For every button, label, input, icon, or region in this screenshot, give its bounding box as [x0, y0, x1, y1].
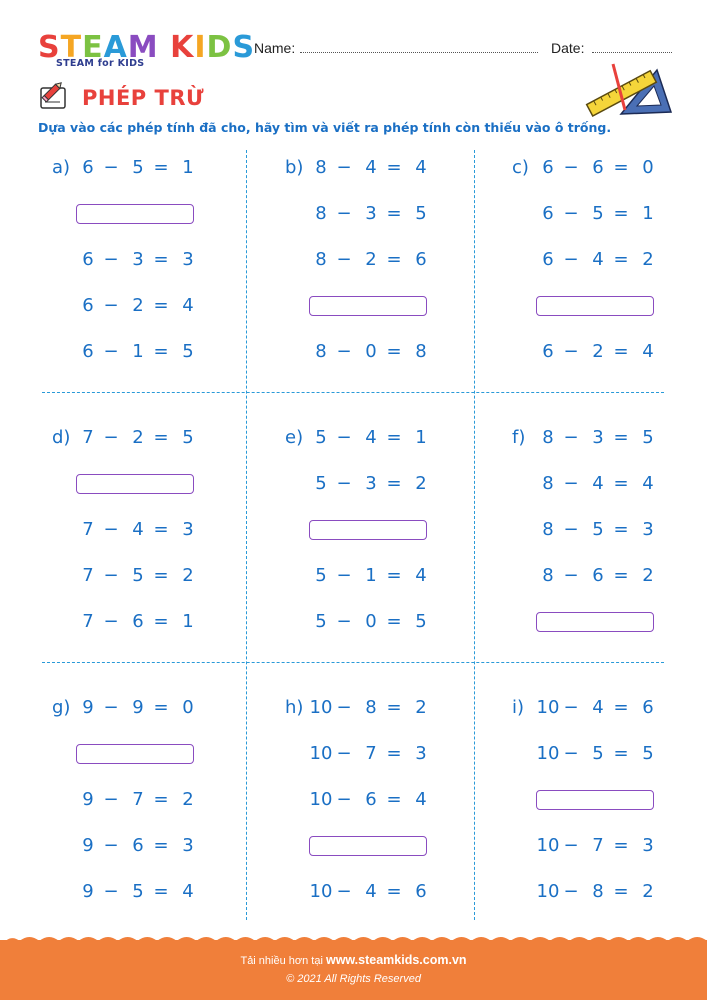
minuend: 7 [82, 427, 94, 448]
problem-label: f) [512, 427, 526, 448]
subtrahend: 1 [132, 341, 144, 362]
equation-row [309, 472, 439, 496]
difference: 4 [182, 295, 194, 316]
difference: 5 [415, 203, 427, 224]
difference: 4 [642, 341, 654, 362]
instruction-text: Dựa vào các phép tính đã cho, hãy tìm và viết ra phép tính còn thiếu vào ô trống. [38, 120, 612, 135]
minuend: 10 [309, 881, 333, 902]
subtrahend: 4 [365, 881, 377, 902]
pencil-paper-icon [38, 80, 70, 112]
subtrahend: 4 [132, 519, 144, 540]
equation-row [76, 610, 206, 634]
minus-sign: − [336, 565, 352, 586]
difference: 8 [415, 341, 427, 362]
ruler-triangle-icon [583, 62, 675, 118]
difference: 2 [182, 789, 194, 810]
equation-row [309, 156, 439, 180]
subtrahend: 4 [365, 157, 377, 178]
minus-sign: − [103, 157, 119, 178]
problem-label: e) [285, 427, 304, 448]
equation-row [536, 340, 666, 364]
minuend: 10 [536, 697, 560, 718]
minus-sign: − [336, 427, 352, 448]
equals-sign: = [386, 611, 402, 632]
equation-row [76, 696, 206, 720]
name-field[interactable] [300, 52, 538, 53]
problem-label: d) [52, 427, 71, 448]
difference: 6 [642, 697, 654, 718]
minus-sign: − [563, 473, 579, 494]
equation-row [536, 742, 666, 766]
subtrahend: 5 [592, 743, 604, 764]
equals-sign: = [386, 249, 402, 270]
equals-sign: = [613, 835, 629, 856]
minus-sign: − [103, 789, 119, 810]
minus-sign: − [563, 427, 579, 448]
difference: 2 [182, 565, 194, 586]
page-title: PHÉP TRỪ [82, 86, 205, 110]
equation-row [309, 696, 439, 720]
minus-sign: − [103, 565, 119, 586]
answer-box[interactable] [536, 612, 654, 632]
minus-sign: − [103, 427, 119, 448]
minus-sign: − [336, 697, 352, 718]
minus-sign: − [563, 203, 579, 224]
problem-label: i) [512, 697, 525, 718]
minuend: 10 [536, 743, 560, 764]
subtrahend: 3 [365, 473, 377, 494]
minus-sign: − [336, 611, 352, 632]
difference: 1 [182, 157, 194, 178]
minuend: 9 [82, 697, 94, 718]
footer-bar [0, 940, 707, 1000]
subtrahend: 3 [132, 249, 144, 270]
minuend: 9 [82, 835, 94, 856]
equation-row [76, 518, 206, 542]
minuend: 8 [542, 473, 554, 494]
problem-label: b) [285, 157, 304, 178]
subtrahend: 5 [132, 565, 144, 586]
difference: 2 [642, 565, 654, 586]
logo-text: STEAM KIDS [38, 30, 256, 65]
equation-row [76, 880, 206, 904]
minus-sign: − [563, 565, 579, 586]
subtrahend: 5 [592, 203, 604, 224]
subtrahend: 7 [592, 835, 604, 856]
minuend: 9 [82, 881, 94, 902]
difference: 5 [642, 743, 654, 764]
name-label: Name: [254, 40, 296, 56]
subtrahend: 9 [132, 697, 144, 718]
difference: 0 [642, 157, 654, 178]
equation-row [76, 834, 206, 858]
minuend: 10 [309, 697, 333, 718]
difference: 3 [182, 835, 194, 856]
minuend: 7 [82, 519, 94, 540]
equation-row [536, 518, 666, 542]
difference: 5 [182, 427, 194, 448]
minus-sign: − [563, 519, 579, 540]
minus-sign: − [103, 835, 119, 856]
minuend: 6 [82, 341, 94, 362]
equation-row [309, 788, 439, 812]
answer-box[interactable] [536, 296, 654, 316]
answer-box[interactable] [309, 296, 427, 316]
minuend: 9 [82, 789, 94, 810]
minus-sign: − [103, 611, 119, 632]
minus-sign: − [336, 881, 352, 902]
equals-sign: = [153, 519, 169, 540]
equation-row [536, 834, 666, 858]
row-divider-2 [42, 662, 664, 663]
difference: 1 [182, 611, 194, 632]
equation-row [76, 426, 206, 450]
date-field[interactable] [592, 52, 672, 53]
row-divider-1 [42, 392, 664, 393]
equation-row [536, 426, 666, 450]
subtrahend: 4 [592, 473, 604, 494]
difference: 0 [182, 697, 194, 718]
subtrahend: 5 [592, 519, 604, 540]
difference: 3 [642, 519, 654, 540]
equation-row [309, 880, 439, 904]
equals-sign: = [386, 881, 402, 902]
difference: 2 [642, 881, 654, 902]
minuend: 6 [82, 295, 94, 316]
difference: 6 [415, 881, 427, 902]
minus-sign: − [103, 519, 119, 540]
equals-sign: = [613, 743, 629, 764]
subtrahend: 6 [132, 835, 144, 856]
minuend: 5 [315, 427, 327, 448]
equation-row [536, 564, 666, 588]
minuend: 10 [536, 881, 560, 902]
equation-row [76, 788, 206, 812]
equals-sign: = [613, 519, 629, 540]
subtrahend: 2 [132, 427, 144, 448]
subtrahend: 2 [132, 295, 144, 316]
difference: 1 [642, 203, 654, 224]
minuend: 5 [315, 473, 327, 494]
minus-sign: − [336, 743, 352, 764]
equation-row [309, 202, 439, 226]
equals-sign: = [386, 427, 402, 448]
date-label: Date: [551, 40, 585, 56]
equals-sign: = [386, 473, 402, 494]
subtrahend: 3 [365, 203, 377, 224]
problem-label: c) [512, 157, 529, 178]
equation-row [536, 156, 666, 180]
difference: 5 [415, 611, 427, 632]
answer-box[interactable] [76, 204, 194, 224]
footer-site-link[interactable]: www.steamkids.com.vn [325, 953, 467, 967]
equation-row [536, 696, 666, 720]
equation-row [76, 248, 206, 272]
column-divider-2 [474, 150, 475, 920]
footer-more-text: Tải nhiều hơn tại [240, 955, 323, 967]
minuend: 6 [542, 341, 554, 362]
minus-sign: − [563, 697, 579, 718]
subtrahend: 5 [132, 881, 144, 902]
difference: 5 [182, 341, 194, 362]
answer-box[interactable] [76, 474, 194, 494]
answer-box[interactable] [76, 744, 194, 764]
subtrahend: 0 [365, 611, 377, 632]
answer-box[interactable] [309, 836, 427, 856]
equals-sign: = [386, 157, 402, 178]
minus-sign: − [563, 249, 579, 270]
logo-tagline: STEAM for KIDS [56, 58, 145, 69]
minuend: 6 [542, 203, 554, 224]
minuend: 10 [309, 743, 333, 764]
subtrahend: 6 [592, 565, 604, 586]
equation-row [76, 156, 206, 180]
difference: 3 [642, 835, 654, 856]
problem-label: g) [52, 697, 71, 718]
equals-sign: = [386, 697, 402, 718]
footer-copyright: © 2021 All Rights Reserved [286, 973, 421, 985]
equals-sign: = [153, 295, 169, 316]
minus-sign: − [103, 881, 119, 902]
equals-sign: = [613, 341, 629, 362]
answer-box[interactable] [536, 790, 654, 810]
minus-sign: − [103, 295, 119, 316]
difference: 2 [415, 697, 427, 718]
minus-sign: − [336, 341, 352, 362]
subtrahend: 7 [365, 743, 377, 764]
difference: 4 [415, 789, 427, 810]
minuend: 8 [315, 157, 327, 178]
equals-sign: = [613, 565, 629, 586]
subtrahend: 4 [365, 427, 377, 448]
equals-sign: = [613, 881, 629, 902]
subtrahend: 2 [592, 341, 604, 362]
equals-sign: = [386, 203, 402, 224]
minus-sign: − [563, 157, 579, 178]
equation-row [536, 202, 666, 226]
subtrahend: 4 [592, 697, 604, 718]
equals-sign: = [153, 565, 169, 586]
equals-sign: = [613, 157, 629, 178]
equation-row [76, 294, 206, 318]
equation-row [309, 742, 439, 766]
equals-sign: = [613, 249, 629, 270]
minuend: 8 [542, 427, 554, 448]
minuend: 6 [82, 249, 94, 270]
minus-sign: − [336, 203, 352, 224]
subtrahend: 6 [132, 611, 144, 632]
equation-row [309, 340, 439, 364]
subtrahend: 6 [365, 789, 377, 810]
minuend: 8 [542, 519, 554, 540]
difference: 5 [642, 427, 654, 448]
difference: 1 [415, 427, 427, 448]
difference: 2 [415, 473, 427, 494]
subtrahend: 7 [132, 789, 144, 810]
equals-sign: = [613, 203, 629, 224]
difference: 3 [182, 249, 194, 270]
equation-row [309, 564, 439, 588]
minuend: 10 [536, 835, 560, 856]
minus-sign: − [336, 789, 352, 810]
minus-sign: − [336, 249, 352, 270]
difference: 3 [415, 743, 427, 764]
minus-sign: − [103, 249, 119, 270]
subtrahend: 2 [365, 249, 377, 270]
equation-row [76, 340, 206, 364]
minus-sign: − [103, 697, 119, 718]
equation-row [309, 610, 439, 634]
minus-sign: − [563, 743, 579, 764]
subtrahend: 4 [592, 249, 604, 270]
minuend: 6 [82, 157, 94, 178]
equals-sign: = [386, 565, 402, 586]
subtrahend: 5 [132, 157, 144, 178]
equals-sign: = [613, 427, 629, 448]
equals-sign: = [153, 789, 169, 810]
minus-sign: − [563, 881, 579, 902]
subtrahend: 0 [365, 341, 377, 362]
minuend: 5 [315, 611, 327, 632]
equals-sign: = [153, 249, 169, 270]
minuend: 8 [315, 341, 327, 362]
difference: 3 [182, 519, 194, 540]
problem-label: h) [285, 697, 304, 718]
minus-sign: − [336, 157, 352, 178]
subtrahend: 8 [592, 881, 604, 902]
equals-sign: = [153, 881, 169, 902]
problem-label: a) [52, 157, 71, 178]
minuend: 8 [542, 565, 554, 586]
difference: 4 [182, 881, 194, 902]
equation-row [76, 564, 206, 588]
difference: 4 [642, 473, 654, 494]
minuend: 7 [82, 611, 94, 632]
equation-row [536, 248, 666, 272]
minuend: 8 [315, 203, 327, 224]
column-divider-1 [246, 150, 247, 920]
minus-sign: − [563, 835, 579, 856]
equals-sign: = [153, 341, 169, 362]
equation-row [536, 880, 666, 904]
minus-sign: − [563, 341, 579, 362]
subtrahend: 6 [592, 157, 604, 178]
difference: 4 [415, 565, 427, 586]
equals-sign: = [153, 157, 169, 178]
minus-sign: − [336, 473, 352, 494]
minuend: 6 [542, 157, 554, 178]
minuend: 8 [315, 249, 327, 270]
subtrahend: 8 [365, 697, 377, 718]
equation-row [309, 426, 439, 450]
equals-sign: = [386, 341, 402, 362]
difference: 2 [642, 249, 654, 270]
equals-sign: = [386, 789, 402, 810]
equals-sign: = [153, 835, 169, 856]
answer-box[interactable] [309, 520, 427, 540]
footer-link-line [0, 953, 707, 967]
minuend: 7 [82, 565, 94, 586]
minuend: 6 [542, 249, 554, 270]
difference: 4 [415, 157, 427, 178]
difference: 6 [415, 249, 427, 270]
equation-row [536, 472, 666, 496]
equals-sign: = [153, 611, 169, 632]
equals-sign: = [153, 427, 169, 448]
equals-sign: = [613, 473, 629, 494]
equation-row [309, 248, 439, 272]
minuend: 10 [309, 789, 333, 810]
equals-sign: = [613, 697, 629, 718]
equals-sign: = [153, 697, 169, 718]
subtrahend: 3 [592, 427, 604, 448]
equals-sign: = [386, 743, 402, 764]
minuend: 5 [315, 565, 327, 586]
minus-sign: − [103, 341, 119, 362]
subtrahend: 1 [365, 565, 377, 586]
